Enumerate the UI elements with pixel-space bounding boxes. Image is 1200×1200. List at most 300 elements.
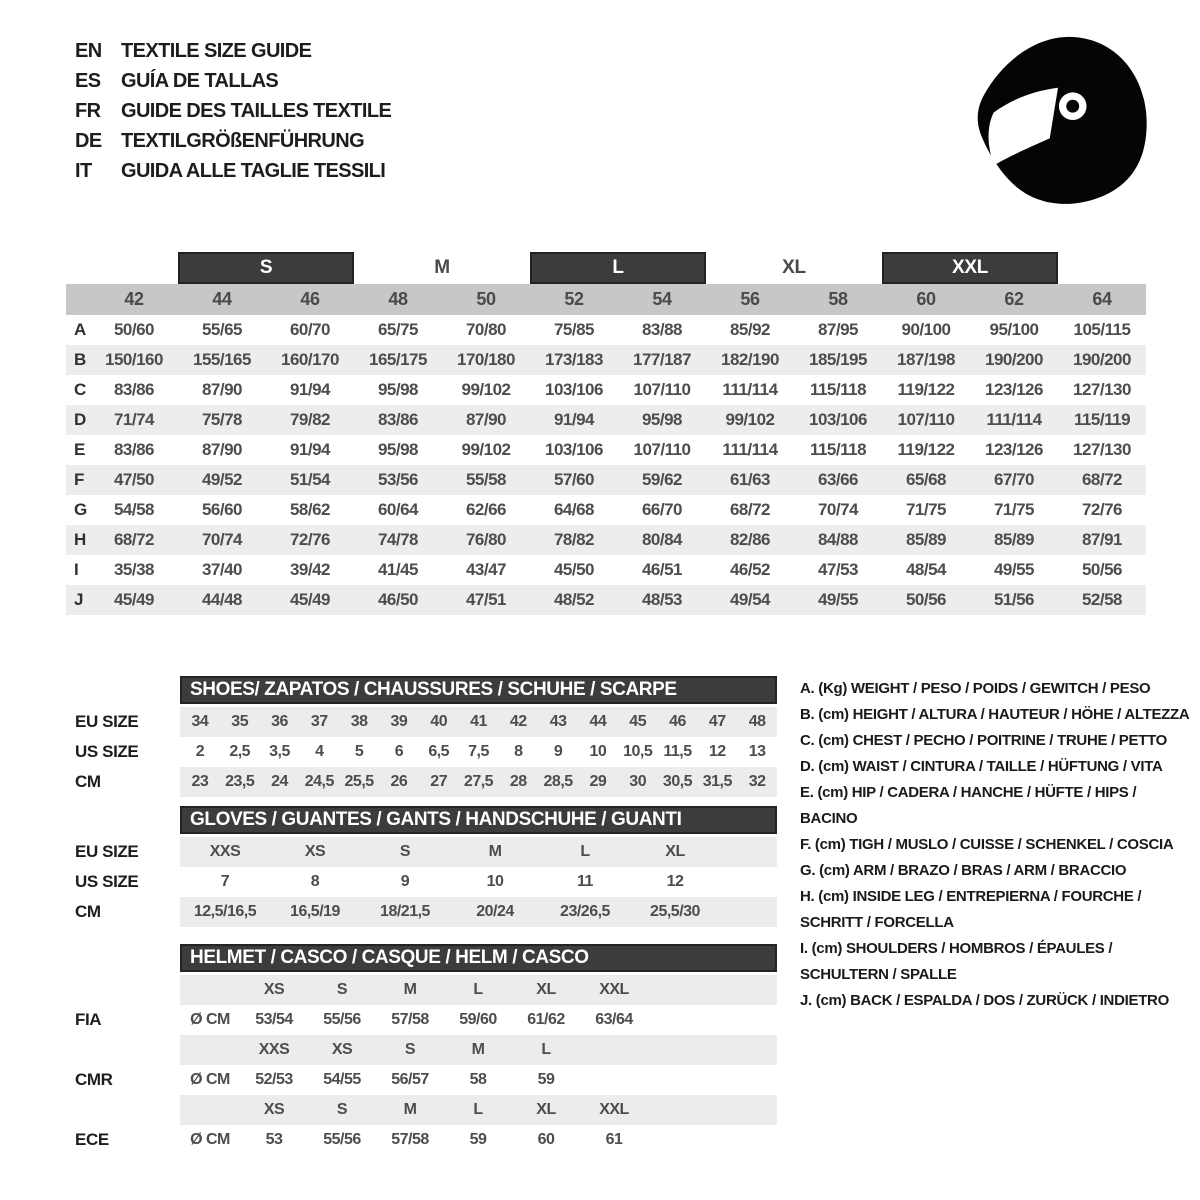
gloves-size-value: 9 [400,873,410,890]
helmet-size-value: 53 [265,1131,283,1148]
measurement-value: 99/102 [461,380,511,399]
measurement-value: 51/56 [993,590,1035,609]
gloves-row [75,897,785,927]
language-code: EN [75,39,102,62]
helmet-size-value: XS [263,981,285,998]
measurement-value: 52/58 [1081,590,1123,609]
measurement-value: 95/98 [377,440,419,459]
shoes-size-value: 38 [350,713,368,730]
measurement-row-letter: A [74,320,87,339]
shoes-size-value: 47 [708,713,726,730]
measurement-row-letter: I [74,560,79,579]
shoes-size-value: 27,5 [463,773,494,790]
measurement-value: 103/106 [809,410,867,429]
gloves-size-value: 12,5/16,5 [193,903,257,920]
measurement-value: 60/64 [377,500,419,519]
numeric-size: 44 [212,289,232,309]
measurement-value: 43/47 [465,560,507,579]
shoes-size-value: 29 [589,773,607,790]
measurement-row [66,495,1146,525]
language-code: IT [75,159,92,182]
measurement-value: 95/98 [641,410,683,429]
gloves-size-value: M [488,843,502,860]
helmet-size-value: 59 [537,1071,555,1088]
gloves-size-value: 7 [220,873,230,890]
gloves-row-label: CM [75,902,101,921]
language-code: FR [75,99,101,122]
shoes-size-value: 24 [271,773,288,790]
measurement-value: 115/118 [809,380,867,399]
measurement-value: 55/65 [201,320,243,339]
shoes-size-value: 35 [231,713,249,730]
measurement-value: 83/86 [113,380,155,399]
helmet-size-value: 56/57 [391,1071,429,1088]
measurement-value: 107/110 [897,410,955,429]
helmet-size-value: 53/54 [255,1011,293,1028]
measurement-value: 190/200 [1073,350,1131,369]
helmet-row [75,1005,785,1035]
helmet-standard-label: ECE [75,1130,109,1149]
measurement-value: 91/94 [289,380,331,399]
helmet-size-value [180,975,240,1005]
measurement-value: 182/190 [721,350,779,369]
legend-entry: H. (cm) INSIDE LEG / ENTREPIERNA / FOURCHE / SCHRITT / FORCELLA [800,888,1142,931]
measurement-value: 71/75 [905,500,947,519]
measurement-value: 49/55 [993,560,1035,579]
measurement-value: 79/82 [289,410,331,429]
measurement-value: 59/62 [641,470,683,489]
language-title-row [75,36,391,66]
gloves-row-label: US SIZE [75,872,139,891]
measurement-row [66,435,1146,465]
gloves-size-value: XL [665,843,685,860]
numeric-size: 50 [476,289,496,309]
measurement-value: 46/52 [729,560,771,579]
measurement-value: 85/89 [993,530,1035,549]
shoes-row-values [180,767,777,797]
measurement-value: 65/68 [905,470,947,489]
helmet-row-values [180,1005,777,1035]
shoes-size-value: 36 [271,713,288,730]
gloves-row-values [180,837,777,867]
measurement-rows [66,315,1146,615]
measurement-value: 91/94 [289,440,331,459]
measurement-value: 103/106 [545,380,603,399]
measurement-value: 107/110 [633,380,691,399]
measurement-row [66,465,1146,495]
measurement-value: 78/82 [553,530,595,549]
helmet-size-value: 59/60 [459,1011,497,1028]
measurement-value: 65/75 [377,320,419,339]
gloves-size-value: 12 [666,873,684,890]
measurement-value: 115/118 [809,440,867,459]
shoes-size-value: 8 [514,743,523,760]
shoes-row-label: EU SIZE [75,712,139,731]
helmet-size-value: L [473,981,483,998]
measurement-value: 87/90 [201,440,243,459]
measurement-row [66,315,1146,345]
measurement-value: 87/90 [201,380,243,399]
measurement-value: 83/86 [113,440,155,459]
helmet-row-values [180,1095,777,1125]
helmet-section-title: HELMET / CASCO / CASQUE / HELM / CASCO [180,944,777,972]
measurement-value: 115/119 [1073,410,1131,429]
legend-entry: I. (cm) SHOULDERS / HOMBROS / ÉPAULES / SCHULTERN / SPALLE [800,940,1113,983]
numeric-size-row [66,284,1146,315]
size-group-s: S [178,252,354,284]
helmet-row [75,1035,785,1065]
legend-entry: J. (cm) BACK / ESPALDA / DOS / ZURÜCK / INDIETRO [800,992,1169,1009]
helmet-size-section [75,944,785,1155]
shoes-size-section [75,676,785,797]
helmet-size-value: XS [331,1041,353,1058]
measurement-value: 155/165 [193,350,251,369]
measurement-row-letter: E [74,440,86,459]
shoes-size-value: 48 [748,713,766,730]
shoes-size-value: 25,5 [344,773,374,790]
measurement-value: 70/74 [201,530,243,549]
legend-entry: D. (cm) WAIST / CINTURA / TAILLE / HÜFTUNG / VITA [800,758,1163,775]
measurement-value: 111/114 [986,410,1042,429]
shoes-size-value: 11,5 [663,743,692,760]
shoes-row-label: US SIZE [75,742,139,761]
measurement-value: 51/54 [289,470,331,489]
language-title-row [75,96,391,126]
helmet-row-values [180,1125,777,1155]
numeric-size: 54 [652,289,672,309]
shoes-size-value: 5 [354,743,364,760]
numeric-size: 42 [124,289,144,309]
guide-title: GUIDE DES TAILLES TEXTILE [121,99,392,122]
measurement-value: 37/40 [201,560,243,579]
measurement-row [66,585,1146,615]
measurement-value: 95/100 [989,320,1039,339]
helmet-size-value [580,1065,648,1095]
helmet-size-value [180,1095,240,1125]
helmet-size-value: S [336,981,348,998]
measurement-value: 47/50 [113,470,155,489]
helmet-rows [75,975,785,1155]
helmet-size-value: 52/53 [255,1071,293,1088]
shoes-row [75,737,785,767]
shoes-size-value: 12 [708,743,726,760]
legend-entry: B. (cm) HEIGHT / ALTURA / HAUTEUR / HÖHE / ALTEZZA [800,706,1190,723]
measurement-value: 123/126 [985,380,1043,399]
measurement-row [66,555,1146,585]
helmet-size-value: L [473,1101,483,1118]
numeric-size: 52 [564,289,584,309]
legend-entry: A. (Kg) WEIGHT / PESO / POIDS / GEWITCH / PESO [800,680,1151,697]
measurement-value: 111/114 [722,380,778,399]
measurement-value: 48/53 [641,590,683,609]
measurement-value: 83/88 [641,320,683,339]
apparel-size-table [66,252,1146,615]
measurement-value: 99/102 [461,440,511,459]
measurement-row-letter: D [74,410,87,429]
helmet-size-value [580,1035,648,1065]
numeric-size: 62 [1004,289,1024,309]
measurement-value: 75/85 [553,320,595,339]
helmet-size-value: Ø CM [190,1011,230,1028]
shoes-size-value: 13 [748,743,766,760]
racing-helmet-graphic [962,28,1154,212]
gloves-size-value: S [399,843,411,860]
guide-title: TEXTILE SIZE GUIDE [121,39,312,62]
helmet-size-value: 61 [605,1131,623,1148]
shoes-size-value: 4 [315,743,324,760]
guide-title: GUÍA DE TALLAS [121,69,279,92]
measurement-value: 72/76 [289,530,331,549]
measurement-value: 85/89 [905,530,947,549]
shoes-size-value: 32 [748,773,766,790]
measurement-value: 105/115 [1073,320,1131,339]
measurement-row-letter: C [74,380,87,399]
measurement-value: 111/114 [722,440,778,459]
measurement-value: 46/50 [377,590,419,609]
shoes-size-value: 28,5 [543,773,573,790]
measurement-value: 91/94 [553,410,595,429]
language-title-row [75,66,391,96]
helmet-size-value: XXS [258,1041,290,1058]
measurement-value: 45/49 [113,590,155,609]
helmet-size-value: XL [536,1101,556,1118]
language-code: DE [75,129,102,152]
measurement-legend [800,676,1192,1014]
helmet-size-value: 55/56 [323,1131,361,1148]
helmet-row [75,1065,785,1095]
gloves-size-value: 25,5/30 [650,903,700,920]
helmet-row [75,1125,785,1155]
gloves-size-section [75,806,785,927]
measurement-row-letter: F [74,470,85,489]
helmet-row-values [180,1065,777,1095]
measurement-value: 49/52 [201,470,243,489]
shoes-size-value: 31,5 [702,773,732,790]
measurement-value: 55/58 [465,470,507,489]
gloves-row-label: EU SIZE [75,842,139,861]
measurement-value: 119/122 [897,380,955,399]
measurement-value: 56/60 [201,500,243,519]
measurement-value: 71/74 [113,410,155,429]
measurement-value: 47/51 [465,590,507,609]
helmet-size-value: M [471,1041,485,1058]
measurement-value: 49/55 [817,590,859,609]
shoes-size-value: 28 [509,773,527,790]
numeric-size: 48 [388,289,408,309]
gloves-row-values [180,897,777,927]
helmet-size-value: L [541,1041,551,1058]
shoes-size-value: 23 [191,773,209,790]
shoes-size-value: 24,5 [304,773,334,790]
measurement-value: 107/110 [633,440,691,459]
measurement-value: 39/42 [289,560,331,579]
helmet-size-value: XL [536,981,556,998]
language-title-list [75,36,391,186]
measurement-value: 103/106 [545,440,603,459]
measurement-value: 82/86 [729,530,771,549]
size-group-xxl: XXL [882,252,1058,284]
measurement-value: 49/54 [729,590,771,609]
measurement-value: 46/51 [641,560,683,579]
shoes-size-value: 27 [430,773,448,790]
racing-helmet-icon [962,28,1154,212]
helmet-size-value: 57/58 [391,1011,429,1028]
gloves-size-value: XXS [209,843,241,860]
language-title-row [75,156,391,186]
measurement-value: 54/58 [113,500,155,519]
measurement-value: 84/88 [817,530,859,549]
measurement-value: 173/183 [545,350,603,369]
shoes-size-value: 23,5 [225,773,255,790]
helmet-size-value: XS [263,1101,285,1118]
shoes-row-values [180,707,777,737]
measurement-value: 95/98 [377,380,419,399]
measurement-value: 87/91 [1081,530,1123,549]
size-group-l: L [530,252,706,284]
measurement-value: 72/76 [1081,500,1123,519]
guide-title: GUIDA ALLE TAGLIE TESSILI [121,159,386,182]
helmet-size-value: 60 [537,1131,555,1148]
measurement-value: 68/72 [113,530,155,549]
shoes-size-value: 43 [549,713,567,730]
shoes-size-value: 2 [195,743,205,760]
helmet-row [75,975,785,1005]
shoes-size-value: 3,5 [269,743,290,760]
header-spacer [1058,252,1146,284]
shoes-row-label: CM [75,772,101,791]
measurement-value: 190/200 [985,350,1043,369]
measurement-value: 61/63 [729,470,771,489]
measurement-value: 68/72 [729,500,771,519]
shoes-size-value: 30 [629,773,647,790]
measurement-value: 160/170 [281,350,339,369]
measurement-value: 64/68 [553,500,595,519]
measurement-value: 63/66 [817,470,859,489]
header-spacer [66,252,178,284]
measurement-value: 90/100 [901,320,951,339]
measurement-value: 83/86 [377,410,419,429]
helmet-size-value: 63/64 [595,1011,633,1028]
gloves-size-value: 23/26,5 [560,903,610,920]
helmet-size-value: XXL [599,1101,629,1118]
shoes-size-value: 34 [191,713,209,730]
numeric-size: 58 [828,289,848,309]
gloves-size-value: XS [304,843,326,860]
language-code: ES [75,69,101,92]
measurement-value: 74/78 [377,530,419,549]
measurement-value: 127/130 [1073,440,1131,459]
measurement-value: 50/56 [1081,560,1123,579]
helmet-size-value: 61/62 [527,1011,565,1028]
shoes-size-value: 10 [589,743,607,760]
numeric-size: 60 [916,289,936,309]
gloves-size-value: 20/24 [476,903,514,920]
measurement-value: 177/187 [633,350,691,369]
helmet-row-values [180,1035,777,1065]
legend-entry: F. (cm) TIGH / MUSLO / CUISSE / SCHENKEL / COSCIA [800,836,1174,853]
size-group-header-row [66,252,1146,284]
measurement-value: 58/62 [289,500,331,519]
shoes-size-value: 41 [470,713,487,730]
legend-entry: G. (cm) ARM / BRAZO / BRAS / ARM / BRACCIO [800,862,1127,879]
helmet-standard-label: CMR [75,1070,113,1089]
legend-entry: E. (cm) HIP / CADERA / HANCHE / HÜFTE / HIPS / BACINO [800,784,1137,827]
gloves-size-value: L [580,843,590,860]
gloves-rows [75,837,785,927]
measurement-value: 48/54 [905,560,947,579]
shoes-size-value: 44 [589,713,607,730]
gloves-size-value: 16,5/19 [290,903,340,920]
measurement-row [66,405,1146,435]
helmet-standard-label [75,1095,180,1125]
shoes-size-value: 37 [310,713,328,730]
shoes-size-value: 10,5 [623,743,653,760]
gloves-size-value: 18/21,5 [380,903,430,920]
gloves-row [75,837,785,867]
measurement-value: 170/180 [457,350,515,369]
shoes-size-value: 9 [553,743,563,760]
shoes-size-value: 39 [390,713,408,730]
helmet-size-value: M [403,981,417,998]
measurement-value: 119/122 [897,440,955,459]
shoes-size-value: 2,5 [229,743,251,760]
measurement-value: 68/72 [1081,470,1123,489]
helmet-size-value: XXL [599,981,629,998]
gloves-row-values [180,867,777,897]
helmet-size-value: 54/55 [323,1071,361,1088]
helmet-standard-label [75,1035,180,1065]
language-title-row [75,126,391,156]
measurement-value: 35/38 [113,560,155,579]
measurement-value: 150/160 [105,350,163,369]
shoes-row-values [180,737,777,767]
helmet-standard-label [75,975,180,1005]
shoes-size-value: 7,5 [468,743,489,760]
measurement-row [66,525,1146,555]
measurement-value: 66/70 [641,500,683,519]
shoes-size-value: 30,5 [662,773,693,790]
measurement-value: 187/198 [897,350,955,369]
shoes-size-value: 46 [669,713,686,730]
helmet-size-value: 57/58 [391,1131,429,1148]
measurement-row-letter: J [74,590,84,609]
gloves-size-value: 8 [310,873,320,890]
helmet-size-value: S [336,1101,348,1118]
shoes-row [75,707,785,737]
measurement-value: 50/56 [905,590,947,609]
shoes-section-title: SHOES/ ZAPATOS / CHAUSSURES / SCHUHE / SCARPE [180,676,777,704]
measurement-value: 70/74 [817,500,859,519]
measurement-value: 80/84 [641,530,683,549]
measurement-value: 45/50 [553,560,595,579]
shoes-size-value: 45 [629,713,647,730]
numeric-size: 46 [300,289,320,309]
shoes-rows [75,707,785,797]
measurement-value: 99/102 [725,410,775,429]
measurement-value: 75/78 [201,410,243,429]
measurement-value: 71/75 [993,500,1035,519]
measurement-value: 45/49 [289,590,331,609]
helmet-row [75,1095,785,1125]
measurement-value: 60/70 [289,320,331,339]
helmet-size-value: 59 [469,1131,487,1148]
measurement-row-letter: H [74,530,87,549]
measurement-value: 62/66 [465,500,507,519]
measurement-value: 185/195 [809,350,867,369]
helmet-size-value: 58 [469,1071,487,1088]
helmet-size-value: 55/56 [323,1011,361,1028]
band-spacer [66,284,90,315]
